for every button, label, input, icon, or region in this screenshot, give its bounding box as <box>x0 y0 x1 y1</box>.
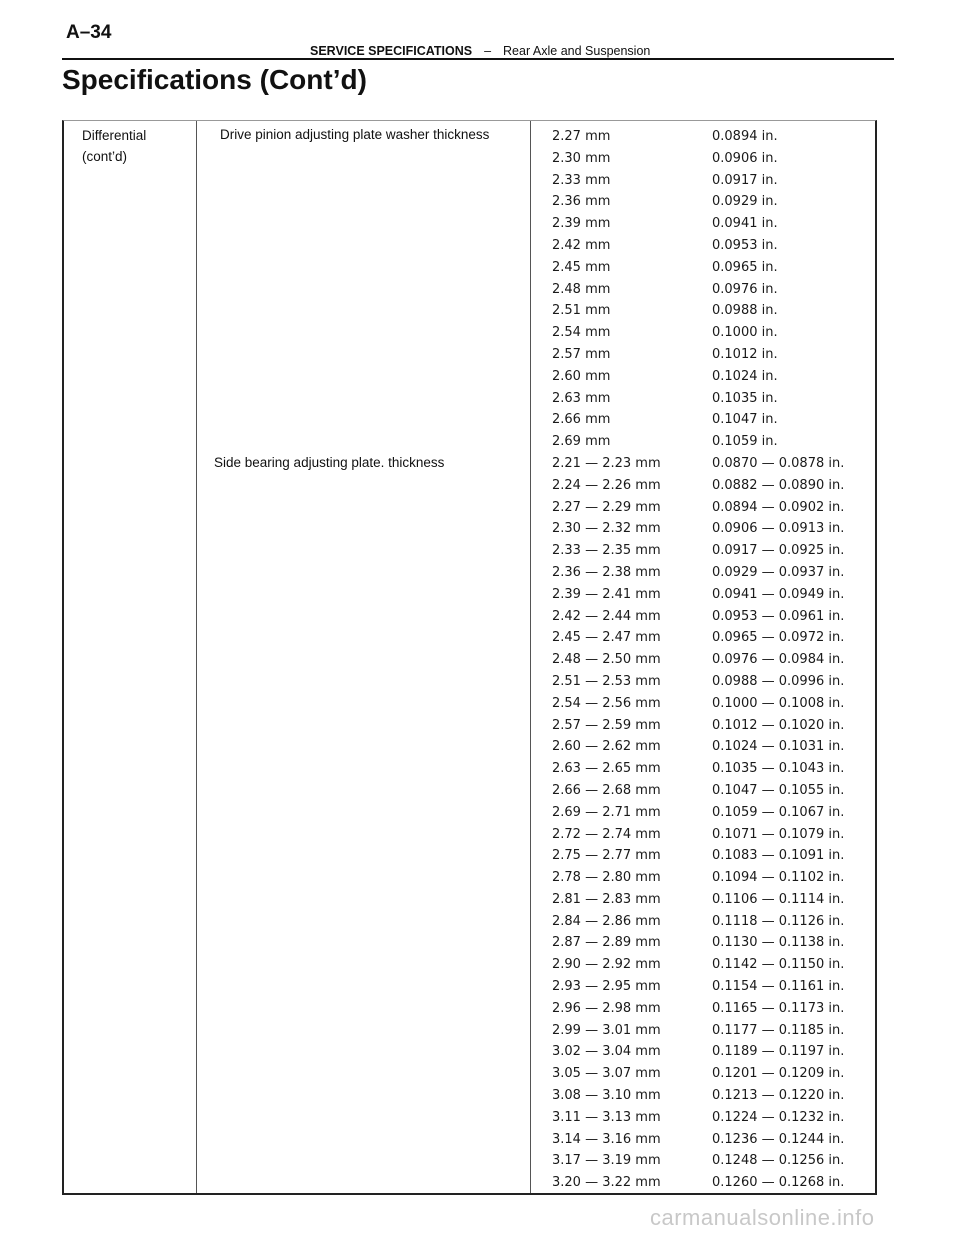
value-in: 0.0917 — 0.0925 in. <box>712 543 845 559</box>
value-in: 0.0988 in. <box>712 303 778 319</box>
value-in: 0.1201 — 0.1209 in. <box>712 1066 845 1082</box>
value-in: 0.1130 — 0.1138 in. <box>712 935 845 951</box>
value-mm: 2.63 — 2.65 mm <box>552 761 661 777</box>
value-in: 0.1012 — 0.1020 in. <box>712 717 845 733</box>
value-mm: 2.78 — 2.80 mm <box>552 870 661 886</box>
value-in: 0.1059 in. <box>712 434 778 450</box>
value-mm: 3.17 — 3.19 mm <box>552 1153 661 1169</box>
value-in: 0.0976 — 0.0984 in. <box>712 652 845 668</box>
value-mm: 2.81 — 2.83 mm <box>552 891 661 907</box>
bearing-value-row <box>542 1129 872 1151</box>
page-title: Specifications (Cont’d) <box>62 64 367 95</box>
value-mm: 2.21 — 2.23 mm <box>552 455 661 471</box>
value-mm: 3.02 — 3.04 mm <box>552 1044 661 1060</box>
bearing-value-row <box>542 845 872 867</box>
value-mm: 2.66 mm <box>552 412 611 428</box>
value-in: 0.1106 — 0.1114 in. <box>712 891 845 907</box>
value-mm: 2.60 — 2.62 mm <box>552 739 661 755</box>
pinion-value-row <box>542 170 872 192</box>
value-in: 0.0894 in. <box>712 129 778 144</box>
value-in: 0.1083 — 0.1091 in. <box>712 848 845 864</box>
bearing-value-row <box>542 671 872 693</box>
value-in: 0.0941 in. <box>712 216 778 232</box>
bearing-value-row <box>542 932 872 954</box>
pinion-value-row <box>542 366 872 388</box>
value-in: 0.1236 — 0.1244 in. <box>712 1131 845 1147</box>
value-mm: 3.20 — 3.22 mm <box>552 1175 661 1191</box>
value-mm: 2.54 mm <box>552 325 611 341</box>
value-mm: 2.30 mm <box>552 150 611 166</box>
bearing-value-row <box>542 976 872 998</box>
value-in: 0.0976 in. <box>712 281 778 297</box>
value-mm: 2.72 — 2.74 mm <box>552 826 661 842</box>
bearing-value-row <box>542 867 872 889</box>
watermark: carmanualsonline.info <box>650 1205 875 1230</box>
value-mm: 2.33 mm <box>552 172 611 188</box>
category-cell <box>82 125 146 167</box>
bearing-value-row <box>542 518 872 540</box>
value-in: 0.1142 — 0.1150 in. <box>712 957 845 973</box>
value-in: 0.1154 — 0.1161 in. <box>712 979 845 995</box>
category-line-1: Differential <box>82 128 147 143</box>
value-mm: 2.45 — 2.47 mm <box>552 630 661 646</box>
pinion-value-row <box>542 388 872 410</box>
value-in: 0.1094 — 0.1102 in. <box>712 870 845 886</box>
value-mm: 2.51 — 2.53 mm <box>552 673 661 689</box>
page-number: A–34 <box>66 22 112 43</box>
value-mm: 2.33 — 2.35 mm <box>552 543 661 559</box>
value-mm: 2.54 — 2.56 mm <box>552 695 661 711</box>
pinion-washer-label: Drive pinion adjusting plate washer thickness <box>220 127 490 142</box>
value-in: 0.1035 — 0.1043 in. <box>712 761 845 777</box>
value-mm: 2.69 mm <box>552 434 611 450</box>
bearing-value-row <box>542 1063 872 1085</box>
bearing-value-row <box>542 1150 872 1172</box>
bearing-value-row <box>542 649 872 671</box>
spec-table <box>62 120 877 1195</box>
value-in: 0.1012 in. <box>712 346 778 362</box>
bearing-value-row <box>542 497 872 519</box>
value-in: 0.0882 — 0.0890 in. <box>712 477 845 493</box>
value-in: 0.0965 — 0.0972 in. <box>712 630 845 646</box>
pinion-value-row <box>542 344 872 366</box>
value-mm: 3.11 — 3.13 mm <box>552 1109 661 1125</box>
pinion-value-row <box>542 126 872 148</box>
value-in: 0.1213 — 0.1220 in. <box>712 1088 845 1104</box>
value-mm: 2.99 — 3.01 mm <box>552 1022 661 1038</box>
bearing-value-row <box>542 715 872 737</box>
value-in: 0.0906 in. <box>712 150 778 166</box>
value-in: 0.1047 — 0.1055 in. <box>712 782 845 798</box>
bearing-value-row <box>542 802 872 824</box>
value-in: 0.1024 in. <box>712 368 778 384</box>
value-mm: 2.24 — 2.26 mm <box>552 477 661 493</box>
value-mm: 2.93 — 2.95 mm <box>552 979 661 995</box>
value-mm: 2.36 mm <box>552 194 611 210</box>
value-in: 0.1059 — 0.1067 in. <box>712 804 845 820</box>
bearing-value-row <box>542 627 872 649</box>
value-in: 0.0929 — 0.0937 in. <box>712 564 845 580</box>
value-mm: 2.39 mm <box>552 216 611 232</box>
value-mm: 2.27 — 2.29 mm <box>552 499 661 515</box>
value-mm: 3.08 — 3.10 mm <box>552 1088 661 1104</box>
pinion-value-row <box>542 235 872 257</box>
value-mm: 2.39 — 2.41 mm <box>552 586 661 602</box>
bearing-value-row <box>542 998 872 1020</box>
category-line-2: (cont’d) <box>82 149 128 164</box>
value-in: 0.1189 — 0.1197 in. <box>712 1044 845 1060</box>
value-mm: 2.42 mm <box>552 237 611 253</box>
value-in: 0.0941 — 0.0949 in. <box>712 586 845 602</box>
value-mm: 2.27 mm <box>552 129 611 144</box>
value-mm: 2.51 mm <box>552 303 611 319</box>
value-in: 0.1035 in. <box>712 390 778 406</box>
column-divider-1 <box>196 121 197 1193</box>
pinion-value-row <box>542 409 872 431</box>
bearing-value-row <box>542 453 872 475</box>
value-mm: 2.87 — 2.89 mm <box>552 935 661 951</box>
header-separator: – <box>484 44 492 58</box>
value-in: 0.1047 in. <box>712 412 778 428</box>
value-mm: 2.96 — 2.98 mm <box>552 1000 661 1016</box>
value-mm: 2.84 — 2.86 mm <box>552 913 661 929</box>
column-divider-2 <box>530 121 531 1193</box>
bearing-value-row <box>542 1172 872 1194</box>
pinion-value-row <box>542 322 872 344</box>
value-in: 0.1260 — 0.1268 in. <box>712 1175 845 1191</box>
value-in: 0.1224 — 0.1232 in. <box>712 1109 845 1125</box>
header-running-title <box>310 44 650 58</box>
bearing-value-row <box>542 1020 872 1042</box>
bearing-value-row <box>542 584 872 606</box>
value-in: 0.0965 in. <box>712 259 778 275</box>
value-in: 0.0870 — 0.0878 in. <box>712 455 845 471</box>
value-mm: 2.69 — 2.71 mm <box>552 804 661 820</box>
bearing-value-row <box>542 693 872 715</box>
value-in: 0.1000 in. <box>712 325 778 341</box>
value-mm: 2.48 mm <box>552 281 611 297</box>
pinion-value-row <box>542 431 872 453</box>
bearing-value-row <box>542 1085 872 1107</box>
header-rule <box>62 58 894 60</box>
value-in: 0.0906 — 0.0913 in. <box>712 521 845 537</box>
bearing-value-row <box>542 606 872 628</box>
bearing-value-row <box>542 736 872 758</box>
bearing-value-row <box>542 1107 872 1129</box>
bearing-value-row <box>542 911 872 933</box>
pinion-value-row <box>542 148 872 170</box>
value-mm: 2.57 mm <box>552 346 611 362</box>
pinion-value-row <box>542 213 872 235</box>
value-in: 0.0953 — 0.0961 in. <box>712 608 845 624</box>
bearing-value-row <box>542 562 872 584</box>
value-mm: 3.05 — 3.07 mm <box>552 1066 661 1082</box>
value-mm: 2.48 — 2.50 mm <box>552 652 661 668</box>
value-in: 0.1118 — 0.1126 in. <box>712 913 845 929</box>
value-mm: 2.63 mm <box>552 390 611 406</box>
value-mm: 3.14 — 3.16 mm <box>552 1131 661 1147</box>
value-in: 0.1177 — 0.1185 in. <box>712 1022 845 1038</box>
value-mm: 2.60 mm <box>552 368 611 384</box>
header-section: SERVICE SPECIFICATIONS <box>310 44 473 58</box>
bearing-value-row <box>542 889 872 911</box>
value-in: 0.0953 in. <box>712 237 778 253</box>
side-bearing-plate-label: Side bearing adjusting plate. thickness <box>214 455 445 470</box>
value-mm: 2.42 — 2.44 mm <box>552 608 661 624</box>
value-mm: 2.90 — 2.92 mm <box>552 957 661 973</box>
pinion-value-row <box>542 279 872 301</box>
values-column <box>542 126 872 1194</box>
bearing-value-row <box>542 475 872 497</box>
value-mm: 2.30 — 2.32 mm <box>552 521 661 537</box>
value-in: 0.0917 in. <box>712 172 778 188</box>
value-mm: 2.45 mm <box>552 259 611 275</box>
value-mm: 2.75 — 2.77 mm <box>552 848 661 864</box>
value-in: 0.0929 in. <box>712 194 778 210</box>
bearing-value-row <box>542 780 872 802</box>
pinion-value-row <box>542 191 872 213</box>
value-mm: 2.66 — 2.68 mm <box>552 782 661 798</box>
value-mm: 2.57 — 2.59 mm <box>552 717 661 733</box>
bearing-value-row <box>542 1041 872 1063</box>
bearing-value-row <box>542 824 872 846</box>
value-in: 0.0894 — 0.0902 in. <box>712 499 845 515</box>
value-mm: 2.36 — 2.38 mm <box>552 564 661 580</box>
bearing-value-row <box>542 758 872 780</box>
value-in: 0.1000 — 0.1008 in. <box>712 695 845 711</box>
value-in: 0.1071 — 0.1079 in. <box>712 826 845 842</box>
bearing-value-row <box>542 954 872 976</box>
bearing-value-row <box>542 540 872 562</box>
pinion-value-row <box>542 257 872 279</box>
value-in: 0.1024 — 0.1031 in. <box>712 739 845 755</box>
value-in: 0.0988 — 0.0996 in. <box>712 673 845 689</box>
header-subsection: Rear Axle and Suspension <box>503 44 651 58</box>
value-in: 0.1165 — 0.1173 in. <box>712 1000 845 1016</box>
pinion-value-row <box>542 300 872 322</box>
value-in: 0.1248 — 0.1256 in. <box>712 1153 845 1169</box>
